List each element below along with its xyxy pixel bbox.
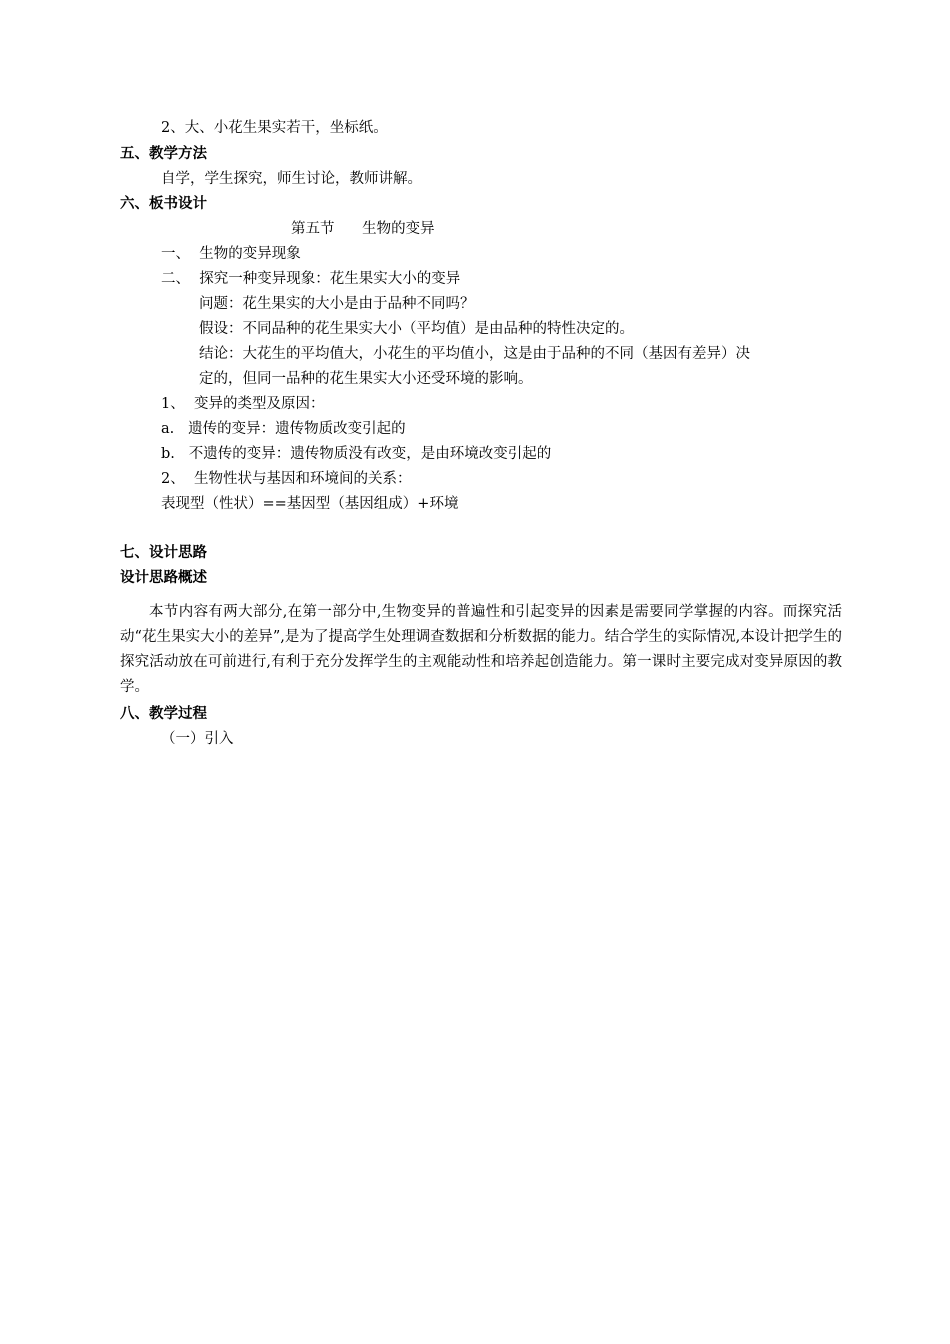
board-item-2: 二、 探究一种变异现象：花生果实大小的变异 xyxy=(161,271,461,287)
section-heading-design-ideas: 七、设计思路 xyxy=(120,545,207,561)
materials-item-2: 2、大、小花生果实若干，坐标纸。 xyxy=(161,120,388,136)
variation-type-a: a. 遗传的变异：遗传物质改变引起的 xyxy=(161,421,406,437)
design-ideas-subheading: 设计思路概述 xyxy=(120,570,207,586)
board-title: 第五节 生物的变异 xyxy=(291,221,435,237)
section-heading-teaching-methods: 五、教学方法 xyxy=(120,146,207,162)
board-item-1: 一、 生物的变异现象 xyxy=(161,246,301,262)
teaching-methods-text: 自学，学生探究，师生讨论，教师讲解。 xyxy=(161,171,422,187)
board-hypothesis: 假设：不同品种的花生果实大小（平均值）是由品种的特性决定的。 xyxy=(199,321,634,337)
board-conclusion-line-2: 定的，但同一品种的花生果实大小还受环境的影响。 xyxy=(199,371,533,387)
trait-formula: 表现型（性状）==基因型（基因组成）+环境 xyxy=(161,496,459,512)
design-ideas-paragraph: 本节内容有两大部分,在第一部分中,生物变异的普遍性和引起变异的因素是需要同学掌握的内容。而探究活动“花生果实大小的差异”,是为了提高学生处理调查数据和分析数据的能力。结合学生的实际情况,本设计把学生的探究活动放在可前进行,有利于充分发挥学生的主观能动性和培养起创造能力。第一课时主要完成对变异原因的教学。 xyxy=(120,604,842,695)
variation-type-b: b. 不遗传的变异：遗传物质没有改变，是由环境改变引起的 xyxy=(161,446,552,462)
trait-relation-heading: 2、 生物性状与基因和环境间的关系： xyxy=(161,471,412,487)
section-heading-board-design: 六、板书设计 xyxy=(120,196,207,212)
process-step-intro: （一）引入 xyxy=(161,731,234,747)
board-question: 问题：花生果实的大小是由于品种不同吗？ xyxy=(199,296,475,312)
section-heading-teaching-process: 八、教学过程 xyxy=(120,706,207,722)
variation-types-heading: 1、 变异的类型及原因： xyxy=(161,396,325,412)
board-conclusion-line-1: 结论：大花生的平均值大，小花生的平均值小，这是由于品种的不同（基因有差异）决 xyxy=(199,346,750,362)
